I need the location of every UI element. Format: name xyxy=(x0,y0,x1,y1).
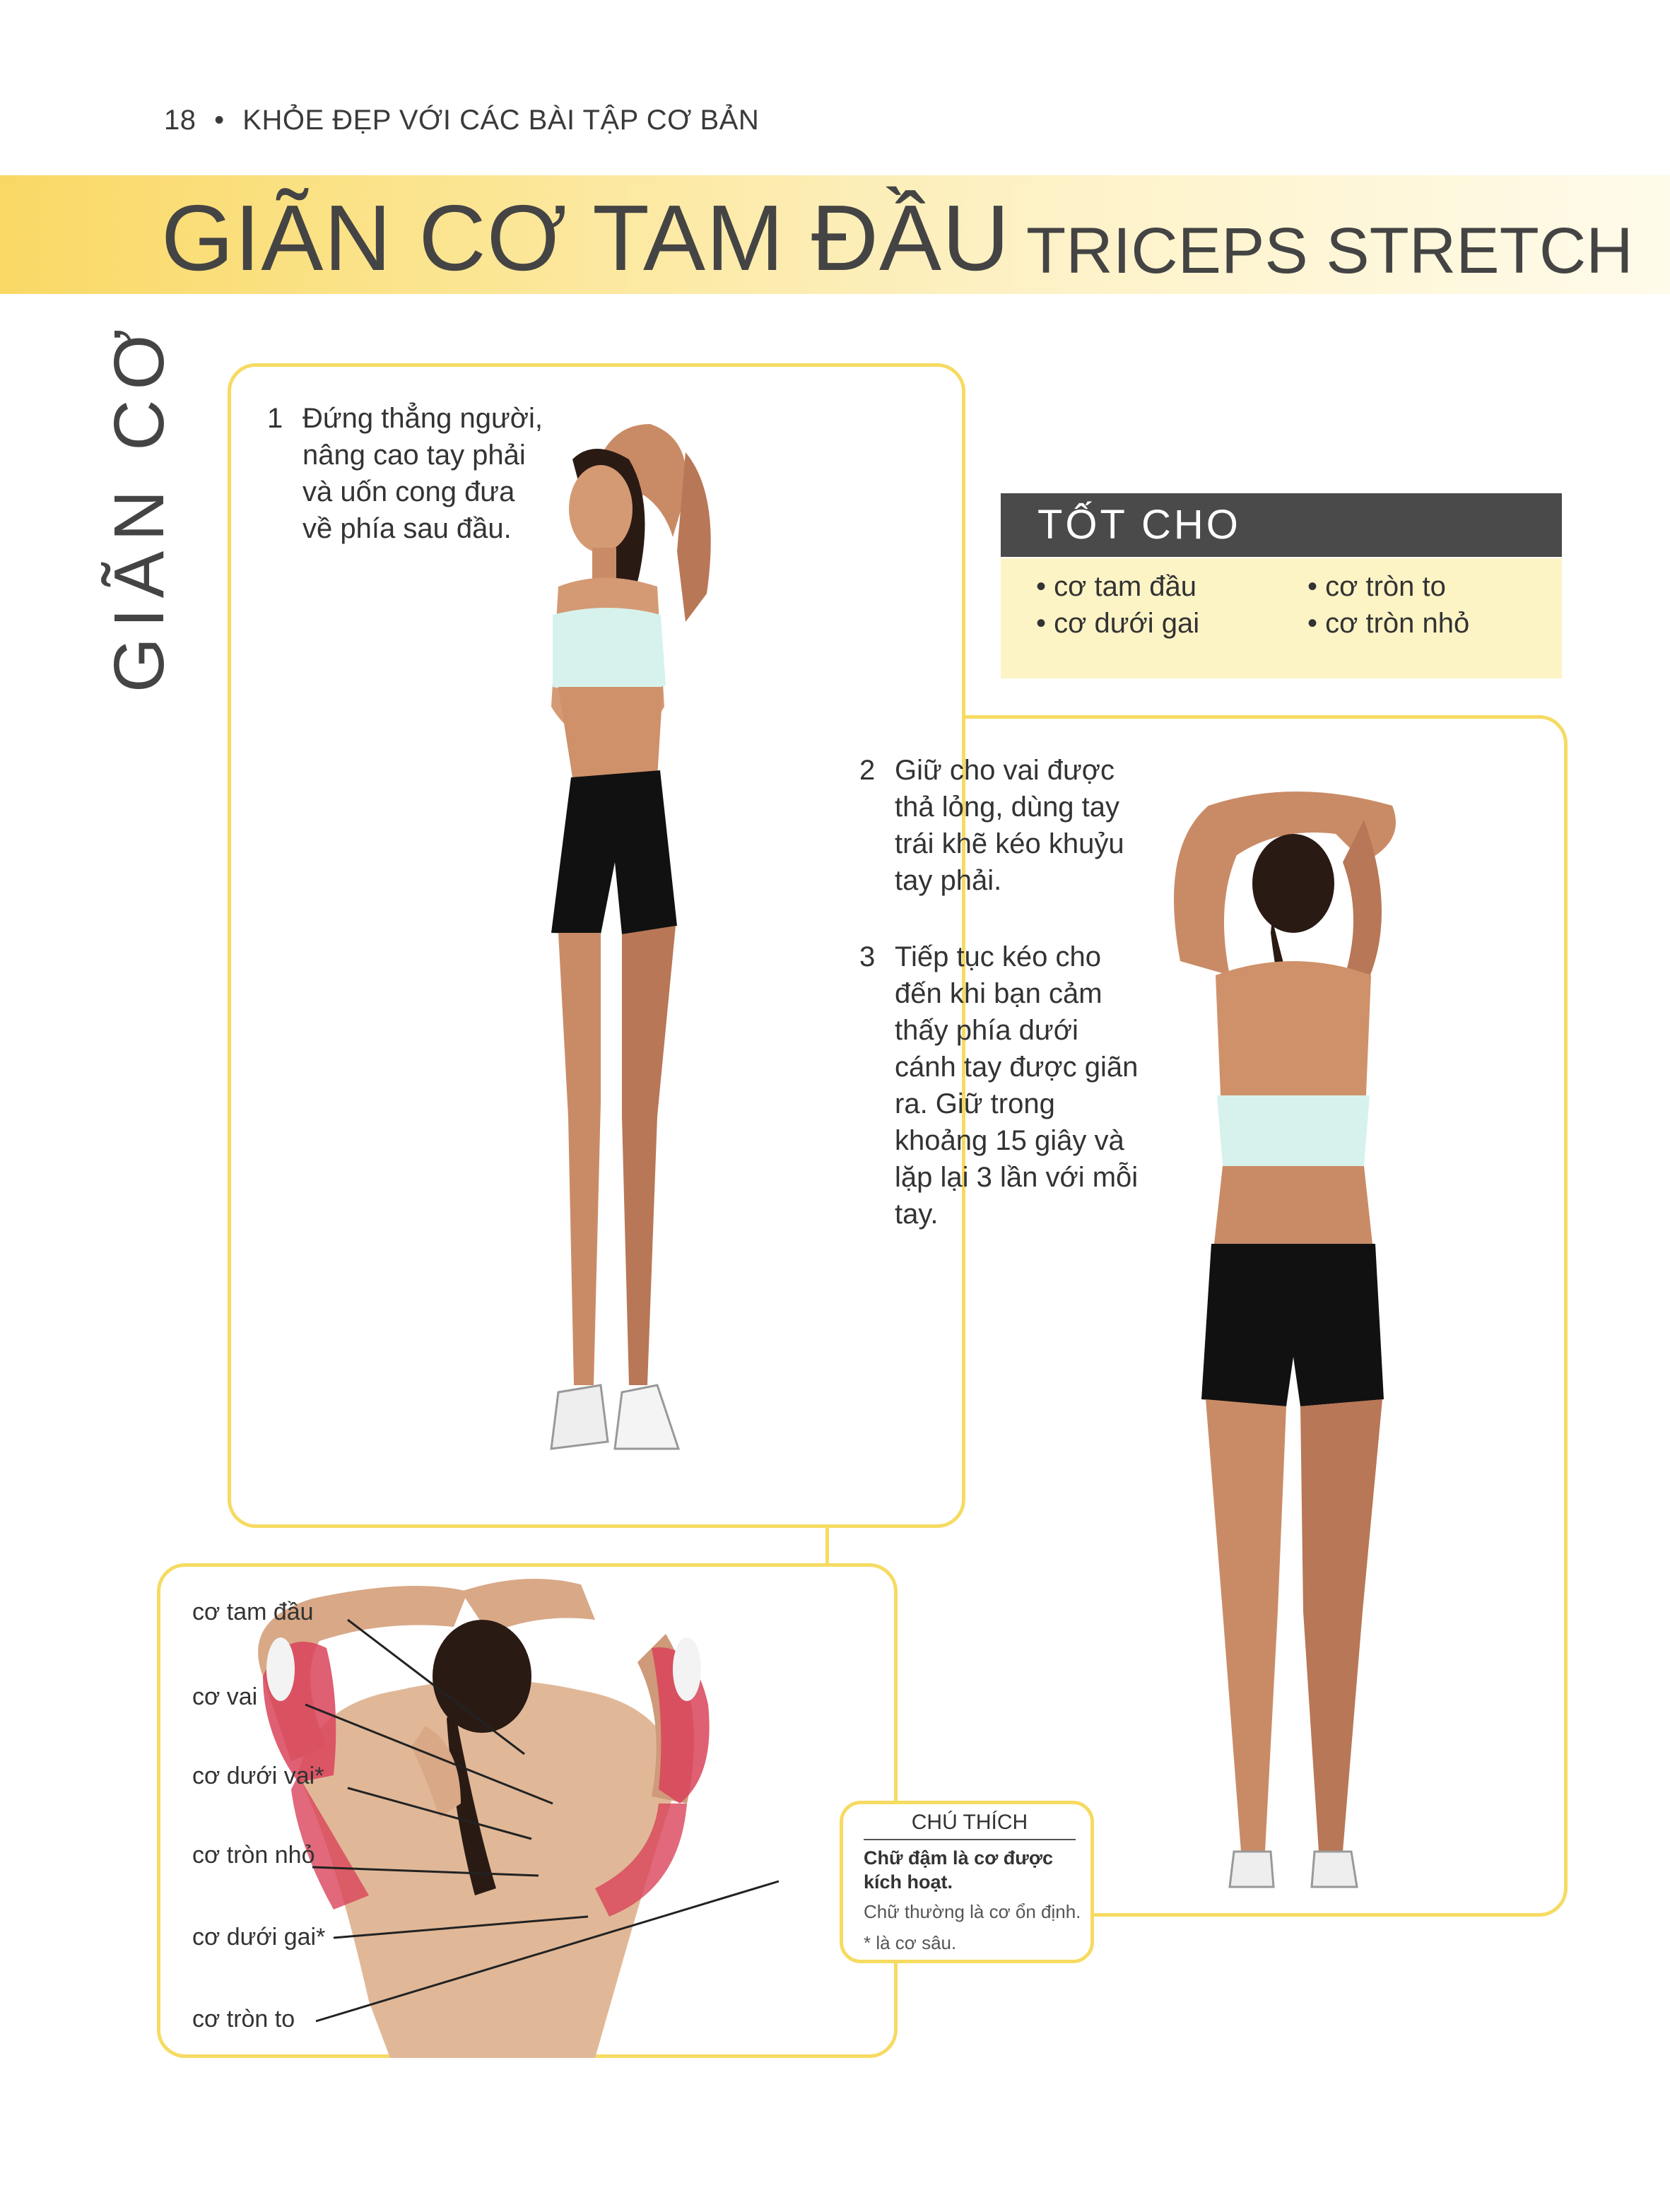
header-separator: • xyxy=(214,105,225,136)
step-number: 1 xyxy=(267,403,283,434)
step-text: Giữ cho vai được thả lỏng, dùng tay trái khẽ kéo khuỷu tay phải. xyxy=(895,755,1124,896)
good-for-list xyxy=(1001,558,1562,678)
figure-back-view xyxy=(1152,777,1421,1894)
legend-title: CHÚ THÍCH xyxy=(911,1811,1028,1834)
good-for-item: • cơ tam đầu xyxy=(1036,571,1196,602)
page-subtitle: TRICEPS STRETCH xyxy=(1026,215,1633,287)
muscle-label: cơ vai xyxy=(192,1683,258,1710)
legend-deep-note: * là cơ sâu. xyxy=(864,1932,957,1953)
good-for-item: • cơ tròn to xyxy=(1307,571,1446,602)
running-header xyxy=(164,105,759,136)
muscle-label: cơ tam đầu xyxy=(192,1599,314,1625)
muscle-label: cơ tròn to xyxy=(192,2006,295,2032)
step-number: 2 xyxy=(859,755,876,786)
muscle-label: cơ tròn nhỏ xyxy=(192,1842,315,1869)
muscle-label: cơ dưới vai* xyxy=(192,1763,324,1789)
step-number: 3 xyxy=(859,941,876,972)
legend-active-note: Chữ đậm là cơ được kích hoạt. xyxy=(864,1847,1054,1893)
anatomy-illustration xyxy=(157,1563,898,2058)
good-for-heading: TỐT CHO xyxy=(1001,493,1562,557)
step-text: Đứng thẳng người, nâng cao tay phải và uốn cong đưa về phía sau đầu. xyxy=(302,403,543,544)
book-title: KHỎE ĐẸP VỚI CÁC BÀI TẬP CƠ BẢN xyxy=(242,105,760,136)
page-title: GIÃN CƠ TAM ĐẦU xyxy=(161,186,1011,290)
good-for-item: • cơ tròn nhỏ xyxy=(1307,608,1470,639)
page-number: 18 xyxy=(164,105,196,136)
figure-front-view xyxy=(509,410,763,1512)
step-text: Tiếp tục kéo cho đến khi bạn cảm thấy phía dưới cánh tay được giãn ra. Giữ trong khoảng 15 giây và lặp lại 3 lần với mỗi tay. xyxy=(895,941,1139,1230)
good-for-item: • cơ dưới gai xyxy=(1036,608,1200,639)
legend-stabilizer-note: Chữ thường là cơ ổn định. xyxy=(864,1901,1081,1922)
muscle-label: cơ dưới gai* xyxy=(192,1924,326,1951)
section-side-label: GIÃN CƠ xyxy=(100,319,179,693)
legend-divider xyxy=(864,1839,1076,1840)
